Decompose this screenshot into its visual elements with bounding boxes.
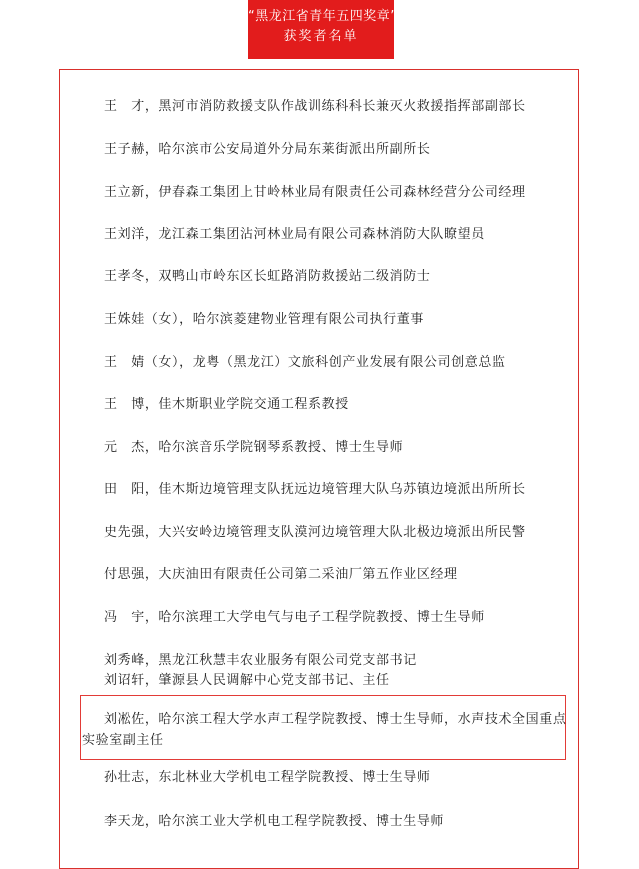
awardee-title: 肇源县人民调解中心党支部书记、主任 [158,673,390,688]
separator: ， [144,610,159,625]
list-item [104,608,574,628]
separator: ， [144,227,159,242]
awardee-name: 王子赫 [104,142,145,157]
separator: ， [144,712,159,727]
list-item [104,353,574,373]
list-item [104,267,574,287]
awardee-title: 大兴安岭边境管理支队漠河边境管理大队北极边境派出所民警 [158,525,526,540]
list-item [104,565,574,585]
awardee-name: 田 阳 [104,482,145,497]
separator: ， [144,770,159,785]
awardee-name: 李天龙 [104,814,145,829]
awardee-title: 龙江森工集团沾河林业局有限公司森林消防大队瞭望员 [158,227,485,242]
list-item [104,140,574,160]
list-item [104,480,574,500]
awardee-name: 王立新 [104,185,145,200]
awardee-name: 王 博 [104,397,145,412]
list-item [104,310,574,330]
awardee-title: 双鸭山市岭东区长虹路消防救援站二级消防士 [158,269,431,284]
awardee-title-continued: 实验室副主任 [82,733,164,748]
awardee-title: 黑河市消防救援支队作战训练科科长兼灭火救援指挥部副部长 [158,99,526,114]
awardee-name: 刘凇佐 [104,712,145,727]
separator: ， [144,814,159,829]
awardee-name: 孙壮志 [104,770,145,785]
awardee-title: 哈尔滨音乐学院钢琴系教授、博士生导师 [158,440,404,455]
list-item [104,523,574,543]
separator: ， [144,397,159,412]
awardee-name: 王 才 [104,99,145,114]
list-item [104,438,574,458]
separator: ， [144,269,159,284]
awardee-name: 刘诏轩 [104,673,145,688]
list-subtitle: 获奖者名单 [283,29,359,44]
awardee-title: 佳木斯职业学院交通工程系教授 [158,397,349,412]
highlighted-line-1 [104,709,574,730]
separator: ， [144,482,159,497]
list-item [104,651,574,671]
awardee-title: 哈尔滨工业大学机电工程学院教授、博士生导师 [158,814,445,829]
highlighted-list-item [82,709,574,751]
list-item [104,97,574,117]
awardee-name: 王 婧（女） [104,355,180,370]
awardee-title: 东北林业大学机电工程学院教授、博士生导师 [158,770,431,785]
separator: ， [144,440,159,455]
awardee-title: 哈尔滨理工大学电气与电子工程学院教授、博士生导师 [158,610,485,625]
list-item [104,768,574,788]
separator: ， [144,185,159,200]
list-item [104,395,574,415]
list-item [104,812,574,832]
awardee-name: 刘秀峰 [104,653,145,668]
awardee-title: 哈尔滨工程大学水声工程学院教授、博士生导师，水声技术全国重点 [158,712,567,727]
awardee-title: 哈尔滨菱建物业管理有限公司执行董事 [192,312,424,327]
awardee-name: 冯 宇 [104,610,145,625]
separator: ， [144,142,159,157]
list-item [104,225,574,245]
separator: ， [144,525,159,540]
awardee-title: 龙粤（黑龙江）文旅科创产业发展有限公司创意总监 [192,355,506,370]
awardee-title: 黑龙江秋慧丰农业服务有限公司党支部书记 [158,653,417,668]
separator: ， [179,355,193,370]
separator: ， [144,673,159,688]
list-item [104,671,574,691]
separator: ， [144,567,159,582]
awardee-name: 元 杰 [104,440,145,455]
separator: ， [179,312,193,327]
awardee-title: 哈尔滨市公安局道外分局东莱街派出所副所长 [158,142,431,157]
awardee-name: 王姝娃（女） [104,312,180,327]
awardee-title: 伊春森工集团上甘岭林业局有限责任公司森林经营分公司经理 [158,185,526,200]
awardee-title: 大庆油田有限责任公司第二采油厂第五作业区经理 [158,567,458,582]
list-item [104,183,574,203]
awardee-name: 史先强 [104,525,145,540]
awardee-name: 王刘洋 [104,227,145,242]
awardee-name: 王孝冬 [104,269,145,284]
award-title: “黑龙江省青年五四奖章” [248,9,398,24]
awardee-title: 佳木斯边境管理支队抚远边境管理大队乌苏镇边境派出所所长 [158,482,526,497]
title-banner [248,0,398,59]
separator: ， [144,99,159,114]
awardee-name: 付思强 [104,567,145,582]
separator: ， [144,653,159,668]
